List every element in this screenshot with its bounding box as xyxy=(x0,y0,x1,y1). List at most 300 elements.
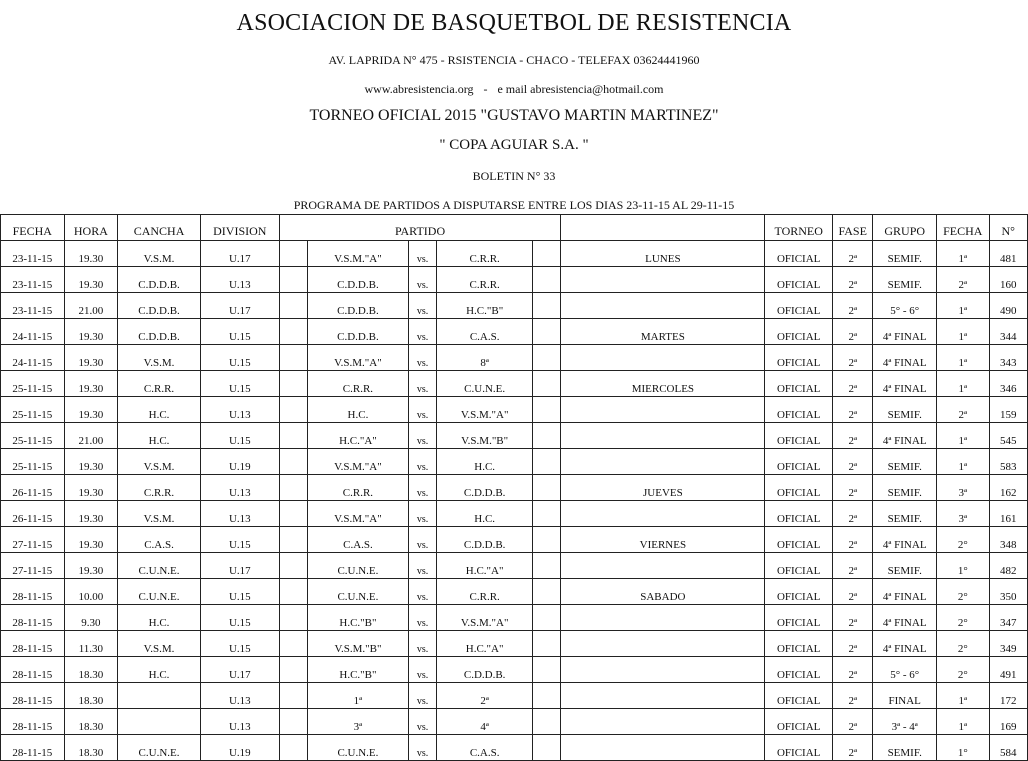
cell-numero: 169 xyxy=(989,709,1027,735)
cell-visitor-team: H.C. xyxy=(437,501,533,527)
cell-visitor-team: 8ª xyxy=(437,345,533,371)
cell-cancha: C.U.N.E. xyxy=(118,553,201,579)
cell-visitor-team: C.U.N.E. xyxy=(437,371,533,397)
cell-visitor-team: H.C."A" xyxy=(437,631,533,657)
cell-fase: 2ª xyxy=(833,267,873,293)
cell-numero: 491 xyxy=(989,657,1027,683)
contact-separator: - xyxy=(483,82,488,96)
cell-grupo: SEMIF. xyxy=(873,449,937,475)
table-row xyxy=(1,527,1028,553)
cell-local-team: C.D.D.B. xyxy=(307,267,408,293)
table-row xyxy=(1,267,1028,293)
cell-grupo: 5° - 6° xyxy=(873,657,937,683)
cell-visitor-team: H.C."B" xyxy=(437,293,533,319)
cell-fecha-numero: 2° xyxy=(937,657,990,683)
cell-division: U.13 xyxy=(200,397,279,423)
cell-fase: 2ª xyxy=(833,657,873,683)
cell-weekday xyxy=(561,605,765,631)
cell-cancha: C.D.D.B. xyxy=(118,319,201,345)
cell-cancha: V.S.M. xyxy=(118,241,201,267)
cell-fase: 2ª xyxy=(833,579,873,605)
table-header-row xyxy=(1,215,1028,241)
cell-hora: 18.30 xyxy=(64,735,118,761)
cell-visitor-team: H.C."A" xyxy=(437,553,533,579)
col-header-numero: N° xyxy=(989,215,1027,241)
col-header-cancha: CANCHA xyxy=(118,215,201,241)
cell-spacer-left xyxy=(279,319,307,345)
cell-vs: vs. xyxy=(408,293,436,319)
cell-numero: 160 xyxy=(989,267,1027,293)
cell-fecha-numero: 2° xyxy=(937,579,990,605)
table-row xyxy=(1,501,1028,527)
table-row xyxy=(1,371,1028,397)
cell-numero: 348 xyxy=(989,527,1027,553)
cell-numero: 481 xyxy=(989,241,1027,267)
cell-numero: 584 xyxy=(989,735,1027,761)
cell-numero: 482 xyxy=(989,553,1027,579)
cell-spacer-right xyxy=(533,345,561,371)
cell-fase: 2ª xyxy=(833,475,873,501)
cell-torneo: OFICIAL xyxy=(765,449,833,475)
table-row xyxy=(1,241,1028,267)
cell-torneo: OFICIAL xyxy=(765,293,833,319)
cell-spacer-left xyxy=(279,371,307,397)
table-row xyxy=(1,631,1028,657)
cell-spacer-left xyxy=(279,735,307,761)
cell-spacer-left xyxy=(279,605,307,631)
cell-vs: vs. xyxy=(408,267,436,293)
cell-cancha: C.D.D.B. xyxy=(118,293,201,319)
cell-weekday xyxy=(561,423,765,449)
cell-fecha-numero: 3ª xyxy=(937,501,990,527)
cell-weekday: MIERCOLES xyxy=(561,371,765,397)
cell-fase: 2ª xyxy=(833,683,873,709)
cell-vs: vs. xyxy=(408,631,436,657)
cell-spacer-right xyxy=(533,319,561,345)
cell-spacer-left xyxy=(279,345,307,371)
cell-local-team: C.R.R. xyxy=(307,371,408,397)
cell-fecha-numero: 1ª xyxy=(937,709,990,735)
col-header-torneo: TORNEO xyxy=(765,215,833,241)
cell-division: U.15 xyxy=(200,371,279,397)
cell-fecha-numero: 1ª xyxy=(937,371,990,397)
table-row xyxy=(1,293,1028,319)
cell-torneo: OFICIAL xyxy=(765,475,833,501)
cell-torneo: OFICIAL xyxy=(765,371,833,397)
cell-grupo: 4ª FINAL xyxy=(873,605,937,631)
cell-torneo: OFICIAL xyxy=(765,735,833,761)
cell-grupo: SEMIF. xyxy=(873,267,937,293)
cell-grupo: 4ª FINAL xyxy=(873,319,937,345)
cell-spacer-right xyxy=(533,735,561,761)
cell-visitor-team: C.D.D.B. xyxy=(437,527,533,553)
cell-fecha-numero: 2° xyxy=(937,631,990,657)
cell-weekday: SABADO xyxy=(561,579,765,605)
cell-numero: 172 xyxy=(989,683,1027,709)
cell-fecha: 28-11-15 xyxy=(1,605,65,631)
cell-grupo: SEMIF. xyxy=(873,397,937,423)
cell-spacer-right xyxy=(533,709,561,735)
col-header-hora: HORA xyxy=(64,215,118,241)
cell-fase: 2ª xyxy=(833,527,873,553)
cell-fecha-numero: 1ª xyxy=(937,241,990,267)
cell-spacer-left xyxy=(279,683,307,709)
cell-fecha-numero: 1ª xyxy=(937,423,990,449)
table-row xyxy=(1,579,1028,605)
cell-grupo: SEMIF. xyxy=(873,475,937,501)
cell-weekday xyxy=(561,657,765,683)
cell-weekday xyxy=(561,553,765,579)
cell-weekday: JUEVES xyxy=(561,475,765,501)
cell-hora: 19.30 xyxy=(64,267,118,293)
cell-division: U.17 xyxy=(200,293,279,319)
cell-fecha-numero: 1ª xyxy=(937,683,990,709)
cell-fase: 2ª xyxy=(833,735,873,761)
cell-cancha xyxy=(118,709,201,735)
cell-division: U.15 xyxy=(200,527,279,553)
cell-local-team: C.U.N.E. xyxy=(307,553,408,579)
cell-hora: 21.00 xyxy=(64,423,118,449)
cell-torneo: OFICIAL xyxy=(765,241,833,267)
table-row xyxy=(1,709,1028,735)
col-header-partido: PARTIDO xyxy=(279,215,561,241)
cell-visitor-team: V.S.M."A" xyxy=(437,397,533,423)
cell-fecha-numero: 1° xyxy=(937,735,990,761)
cell-fecha: 27-11-15 xyxy=(1,553,65,579)
table-row xyxy=(1,397,1028,423)
cell-weekday xyxy=(561,683,765,709)
cell-spacer-left xyxy=(279,267,307,293)
cell-fase: 2ª xyxy=(833,319,873,345)
cell-vs: vs. xyxy=(408,553,436,579)
cell-local-team: V.S.M."B" xyxy=(307,631,408,657)
cell-local-team: C.D.D.B. xyxy=(307,319,408,345)
cell-fecha: 27-11-15 xyxy=(1,527,65,553)
cell-cancha: V.S.M. xyxy=(118,345,201,371)
cell-vs: vs. xyxy=(408,683,436,709)
cell-local-team: V.S.M."A" xyxy=(307,449,408,475)
cell-cancha: C.D.D.B. xyxy=(118,267,201,293)
cell-local-team: C.R.R. xyxy=(307,475,408,501)
email-text: e mail abresistencia@hotmail.com xyxy=(497,82,664,96)
cell-spacer-left xyxy=(279,657,307,683)
cell-division: U.13 xyxy=(200,683,279,709)
cell-vs: vs. xyxy=(408,735,436,761)
cell-local-team: V.S.M."A" xyxy=(307,501,408,527)
cell-fecha-numero: 2ª xyxy=(937,397,990,423)
cell-cancha xyxy=(118,683,201,709)
table-row xyxy=(1,683,1028,709)
cell-spacer-left xyxy=(279,423,307,449)
cell-vs: vs. xyxy=(408,241,436,267)
cell-hora: 19.30 xyxy=(64,371,118,397)
cell-numero: 159 xyxy=(989,397,1027,423)
cell-numero: 344 xyxy=(989,319,1027,345)
cell-fase: 2ª xyxy=(833,553,873,579)
cell-division: U.15 xyxy=(200,579,279,605)
cell-division: U.17 xyxy=(200,241,279,267)
cell-hora: 10.00 xyxy=(64,579,118,605)
cell-spacer-right xyxy=(533,423,561,449)
cell-weekday xyxy=(561,709,765,735)
cell-vs: vs. xyxy=(408,527,436,553)
cell-cancha: C.A.S. xyxy=(118,527,201,553)
table-row xyxy=(1,657,1028,683)
cell-vs: vs. xyxy=(408,449,436,475)
cell-division: U.13 xyxy=(200,267,279,293)
cell-vs: vs. xyxy=(408,319,436,345)
cell-grupo: FINAL xyxy=(873,683,937,709)
cell-local-team: 1ª xyxy=(307,683,408,709)
program-subtitle: PROGRAMA DE PARTIDOS A DISPUTARSE ENTRE LOS DIAS 23-11-15 AL 29-11-15 xyxy=(293,198,735,212)
col-header-fase: FASE xyxy=(833,215,873,241)
cell-fase: 2ª xyxy=(833,449,873,475)
cell-fase: 2ª xyxy=(833,423,873,449)
cell-numero: 545 xyxy=(989,423,1027,449)
cell-vs: vs. xyxy=(408,345,436,371)
cell-fecha: 28-11-15 xyxy=(1,709,65,735)
cell-local-team: C.U.N.E. xyxy=(307,735,408,761)
cell-visitor-team: C.D.D.B. xyxy=(437,657,533,683)
col-header-dia xyxy=(561,215,765,241)
cell-hora: 21.00 xyxy=(64,293,118,319)
cell-torneo: OFICIAL xyxy=(765,267,833,293)
cell-numero: 583 xyxy=(989,449,1027,475)
cell-grupo: SEMIF. xyxy=(873,501,937,527)
cell-spacer-right xyxy=(533,397,561,423)
page-title: ASOCIACION DE BASQUETBOL DE RESISTENCIA xyxy=(236,10,792,36)
table-row xyxy=(1,345,1028,371)
cell-grupo: 5° - 6° xyxy=(873,293,937,319)
cell-numero: 162 xyxy=(989,475,1027,501)
col-header-fecha-numero: FECHA xyxy=(937,215,990,241)
cell-local-team: C.U.N.E. xyxy=(307,579,408,605)
cell-cancha: C.U.N.E. xyxy=(118,735,201,761)
cell-grupo: 3ª - 4ª xyxy=(873,709,937,735)
cell-grupo: 4ª FINAL xyxy=(873,345,937,371)
cell-cancha: C.R.R. xyxy=(118,371,201,397)
cell-visitor-team: C.R.R. xyxy=(437,579,533,605)
cell-hora: 9.30 xyxy=(64,605,118,631)
cell-weekday: MARTES xyxy=(561,319,765,345)
cell-spacer-right xyxy=(533,683,561,709)
cell-fecha-numero: 3ª xyxy=(937,475,990,501)
cell-fecha-numero: 1ª xyxy=(937,345,990,371)
cell-spacer-left xyxy=(279,709,307,735)
cell-hora: 19.30 xyxy=(64,449,118,475)
cell-spacer-left xyxy=(279,475,307,501)
cell-local-team: H.C."A" xyxy=(307,423,408,449)
table-row xyxy=(1,553,1028,579)
cell-fase: 2ª xyxy=(833,605,873,631)
cell-spacer-right xyxy=(533,293,561,319)
cell-torneo: OFICIAL xyxy=(765,319,833,345)
tournament-title: TORNEO OFICIAL 2015 "GUSTAVO MARTIN MARTINEZ" xyxy=(309,107,719,124)
cell-fecha-numero: 1ª xyxy=(937,293,990,319)
cell-grupo: SEMIF. xyxy=(873,553,937,579)
cell-visitor-team: C.A.S. xyxy=(437,735,533,761)
cell-spacer-left xyxy=(279,293,307,319)
cell-visitor-team: V.S.M."A" xyxy=(437,605,533,631)
cell-spacer-right xyxy=(533,475,561,501)
cell-spacer-left xyxy=(279,553,307,579)
table-row xyxy=(1,449,1028,475)
cell-numero: 347 xyxy=(989,605,1027,631)
cell-hora: 19.30 xyxy=(64,241,118,267)
cell-division: U.13 xyxy=(200,709,279,735)
cell-cancha: H.C. xyxy=(118,605,201,631)
address-line: AV. LAPRIDA N° 475 - RSISTENCIA - CHACO - TELEFAX 03624441960 xyxy=(328,53,700,67)
cell-grupo: 4ª FINAL xyxy=(873,527,937,553)
cell-fecha: 23-11-15 xyxy=(1,267,65,293)
cell-grupo: 4ª FINAL xyxy=(873,631,937,657)
table-row xyxy=(1,423,1028,449)
cell-fase: 2ª xyxy=(833,501,873,527)
cell-grupo: 4ª FINAL xyxy=(873,579,937,605)
cell-spacer-right xyxy=(533,267,561,293)
col-header-fecha: FECHA xyxy=(1,215,65,241)
cell-torneo: OFICIAL xyxy=(765,605,833,631)
cell-vs: vs. xyxy=(408,423,436,449)
cell-weekday: VIERNES xyxy=(561,527,765,553)
cell-vs: vs. xyxy=(408,605,436,631)
cell-torneo: OFICIAL xyxy=(765,527,833,553)
cell-torneo: OFICIAL xyxy=(765,683,833,709)
cell-division: U.15 xyxy=(200,631,279,657)
cell-spacer-right xyxy=(533,527,561,553)
cell-hora: 19.30 xyxy=(64,475,118,501)
schedule-table xyxy=(0,214,1028,761)
cell-hora: 19.30 xyxy=(64,501,118,527)
cell-vs: vs. xyxy=(408,475,436,501)
cell-numero: 346 xyxy=(989,371,1027,397)
cell-weekday xyxy=(561,501,765,527)
cell-visitor-team: 4ª xyxy=(437,709,533,735)
cell-fecha: 24-11-15 xyxy=(1,319,65,345)
cell-torneo: OFICIAL xyxy=(765,501,833,527)
cell-local-team: H.C."B" xyxy=(307,657,408,683)
table-row xyxy=(1,605,1028,631)
cell-fecha: 26-11-15 xyxy=(1,475,65,501)
cell-hora: 19.30 xyxy=(64,397,118,423)
cell-weekday xyxy=(561,397,765,423)
cell-torneo: OFICIAL xyxy=(765,553,833,579)
cell-numero: 350 xyxy=(989,579,1027,605)
cell-fase: 2ª xyxy=(833,631,873,657)
cell-visitor-team: V.S.M."B" xyxy=(437,423,533,449)
cell-spacer-left xyxy=(279,241,307,267)
cell-hora: 11.30 xyxy=(64,631,118,657)
cell-fecha-numero: 2ª xyxy=(937,267,990,293)
table-row xyxy=(1,319,1028,345)
bulletin-number: BOLETIN N° 33 xyxy=(472,169,556,183)
cell-weekday xyxy=(561,293,765,319)
cell-division: U.19 xyxy=(200,735,279,761)
cell-fecha: 23-11-15 xyxy=(1,241,65,267)
cell-local-team: V.S.M."A" xyxy=(307,241,408,267)
cell-fecha-numero: 1° xyxy=(937,553,990,579)
cell-fase: 2ª xyxy=(833,371,873,397)
cell-weekday xyxy=(561,345,765,371)
cell-spacer-right xyxy=(533,371,561,397)
cell-cancha: V.S.M. xyxy=(118,449,201,475)
cell-fecha: 28-11-15 xyxy=(1,735,65,761)
cell-grupo: SEMIF. xyxy=(873,241,937,267)
cell-fase: 2ª xyxy=(833,241,873,267)
cell-torneo: OFICIAL xyxy=(765,345,833,371)
cell-division: U.17 xyxy=(200,553,279,579)
cell-grupo: SEMIF. xyxy=(873,735,937,761)
cell-fecha-numero: 2° xyxy=(937,605,990,631)
cell-division: U.13 xyxy=(200,475,279,501)
cell-division: U.19 xyxy=(200,449,279,475)
cell-fecha: 24-11-15 xyxy=(1,345,65,371)
cell-vs: vs. xyxy=(408,371,436,397)
cell-fecha: 25-11-15 xyxy=(1,449,65,475)
cell-numero: 490 xyxy=(989,293,1027,319)
cell-torneo: OFICIAL xyxy=(765,579,833,605)
cell-fase: 2ª xyxy=(833,709,873,735)
cell-spacer-right xyxy=(533,631,561,657)
cell-torneo: OFICIAL xyxy=(765,423,833,449)
cell-vs: vs. xyxy=(408,579,436,605)
cell-spacer-right xyxy=(533,449,561,475)
cell-vs: vs. xyxy=(408,657,436,683)
cell-spacer-right xyxy=(533,553,561,579)
col-header-division: DIVISION xyxy=(200,215,279,241)
cell-fecha: 23-11-15 xyxy=(1,293,65,319)
cell-vs: vs. xyxy=(408,397,436,423)
cell-fecha: 28-11-15 xyxy=(1,631,65,657)
cell-visitor-team: C.A.S. xyxy=(437,319,533,345)
cell-spacer-right xyxy=(533,579,561,605)
cell-weekday xyxy=(561,267,765,293)
cell-visitor-team: H.C. xyxy=(437,449,533,475)
cell-fecha-numero: 1ª xyxy=(937,449,990,475)
cell-cancha: H.C. xyxy=(118,657,201,683)
cell-grupo: 4ª FINAL xyxy=(873,423,937,449)
cell-local-team: V.S.M."A" xyxy=(307,345,408,371)
cell-local-team: C.A.S. xyxy=(307,527,408,553)
cell-visitor-team: C.D.D.B. xyxy=(437,475,533,501)
contact-line xyxy=(0,82,1028,97)
cell-cancha: H.C. xyxy=(118,423,201,449)
cell-local-team: H.C. xyxy=(307,397,408,423)
cell-weekday xyxy=(561,449,765,475)
cup-title: " COPA AGUIAR S.A. " xyxy=(439,137,589,153)
cell-vs: vs. xyxy=(408,709,436,735)
table-row xyxy=(1,735,1028,761)
cell-cancha: C.R.R. xyxy=(118,475,201,501)
cell-hora: 19.30 xyxy=(64,527,118,553)
cell-fecha-numero: 1ª xyxy=(937,319,990,345)
cell-hora: 18.30 xyxy=(64,709,118,735)
cell-fase: 2ª xyxy=(833,397,873,423)
cell-division: U.15 xyxy=(200,345,279,371)
col-header-grupo: GRUPO xyxy=(873,215,937,241)
cell-fecha: 28-11-15 xyxy=(1,657,65,683)
cell-numero: 343 xyxy=(989,345,1027,371)
cell-spacer-left xyxy=(279,631,307,657)
cell-fecha: 28-11-15 xyxy=(1,579,65,605)
cell-division: U.13 xyxy=(200,501,279,527)
cell-visitor-team: 2ª xyxy=(437,683,533,709)
cell-local-team: 3ª xyxy=(307,709,408,735)
cell-visitor-team: C.R.R. xyxy=(437,267,533,293)
cell-grupo: 4ª FINAL xyxy=(873,371,937,397)
website-link[interactable]: www.abresistencia.org xyxy=(364,82,474,96)
cell-weekday xyxy=(561,735,765,761)
